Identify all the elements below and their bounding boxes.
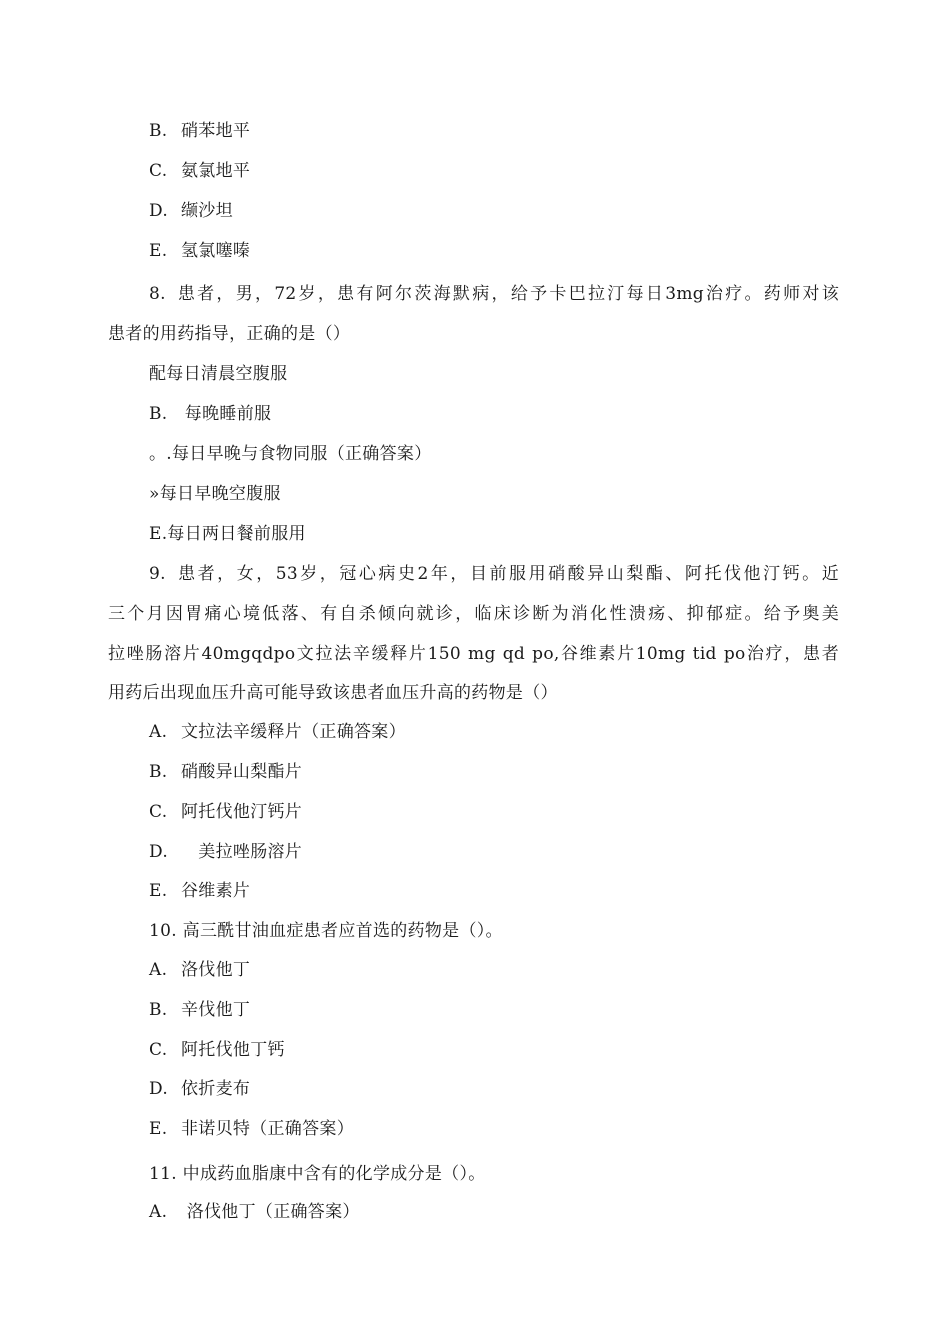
option-text: 氢氯噻嗪 xyxy=(181,241,251,261)
option-d xyxy=(149,199,233,223)
question-11: 11. 中成药血脂康中含有的化学成分是（）。 xyxy=(149,1164,486,1184)
q10-option-e xyxy=(149,1117,354,1141)
option-letter: E. xyxy=(149,881,168,901)
option-text: 硝酸异山梨酯片 xyxy=(181,762,303,782)
option-text: 氨氯地平 xyxy=(181,161,251,181)
option-text: 非诺贝特（正确答案） xyxy=(181,1119,354,1139)
q10-option-c xyxy=(149,1038,285,1062)
option-b xyxy=(149,119,250,143)
question-number: 9. xyxy=(149,564,166,584)
q9-option-c xyxy=(149,800,302,824)
option-letter: C. xyxy=(149,1040,168,1060)
option-letter: B. xyxy=(149,1000,168,1020)
option-letter: D. xyxy=(149,201,169,221)
option-text: 洛伐他丁 xyxy=(181,960,251,980)
question-9-line-1 xyxy=(149,562,839,586)
option-text: 辛伐他丁 xyxy=(181,1000,251,1020)
option-text: 美拉唑肠溶片 xyxy=(181,842,303,862)
option-letter: D. xyxy=(149,1079,169,1099)
q10-option-a xyxy=(149,958,250,982)
q8-option-4: »每日早晚空腹服 xyxy=(149,484,281,504)
option-text: 阿托伐他汀钙片 xyxy=(181,802,303,822)
question-text: 患者，女，53岁，冠心病史2年，目前服用硝酸异山梨酯、阿托伐他汀钙。近 xyxy=(175,564,839,584)
question-number: 8. xyxy=(149,284,166,304)
q10-option-b xyxy=(149,998,250,1022)
question-8-line-1 xyxy=(149,282,839,306)
q8-option-2: B. 每晚睡前服 xyxy=(149,404,272,424)
q10-option-d xyxy=(149,1077,250,1101)
option-letter: B. xyxy=(149,762,168,782)
q9-option-a xyxy=(149,720,406,744)
option-text: 依折麦布 xyxy=(181,1079,251,1099)
option-text: 缬沙坦 xyxy=(181,201,233,221)
question-text: 患者，男，72岁，患有阿尔茨海默病，给予卡巴拉汀每日3mg治疗。药师对该 xyxy=(175,284,839,304)
question-9-line-3: 拉唑肠溶片40mgqdpo文拉法辛缓释片150 mg qd po,谷维素片10mg tid po治疗，患者 xyxy=(108,644,839,664)
option-text: 谷维素片 xyxy=(181,881,251,901)
option-letter: E. xyxy=(149,241,168,261)
q8-option-3: 。.每日早晚与食物同服（正确答案） xyxy=(149,444,432,464)
option-letter: E. xyxy=(149,1119,168,1139)
q9-option-e xyxy=(149,879,250,903)
option-letter: B. xyxy=(149,121,168,141)
q8-option-5: E.每日两日餐前服用 xyxy=(149,524,306,544)
q9-option-b xyxy=(149,760,302,784)
option-letter: C. xyxy=(149,802,168,822)
question-10: 10. 高三酰甘油血症患者应首选的药物是（）。 xyxy=(149,921,503,941)
option-letter: A. xyxy=(149,960,168,980)
q8-option-1: 配每日清晨空腹服 xyxy=(149,364,288,384)
option-letter: C. xyxy=(149,161,168,181)
option-e xyxy=(149,239,250,263)
option-text: 硝苯地平 xyxy=(181,121,251,141)
option-letter: D. xyxy=(149,842,169,862)
q11-option-a xyxy=(149,1200,360,1224)
question-9-line-2: 三个月因胃痛心境低落、有自杀倾向就诊，临床诊断为消化性溃疡、抑郁症。给予奥美 xyxy=(108,604,839,624)
option-text: 阿托伐他丁钙 xyxy=(181,1040,285,1060)
option-text: 洛伐他丁（正确答案） xyxy=(181,1202,360,1222)
question-8-line-2: 患者的用药指导，正确的是（） xyxy=(108,324,351,344)
option-text: 文拉法辛缓释片（正确答案） xyxy=(181,722,406,742)
question-9-line-4: 用药后出现血压升高可能导致该患者血压升高的药物是（） xyxy=(108,683,558,703)
q9-option-d xyxy=(149,840,302,864)
option-c xyxy=(149,159,250,183)
option-letter: A. xyxy=(149,722,168,742)
option-letter: A. xyxy=(149,1202,168,1222)
